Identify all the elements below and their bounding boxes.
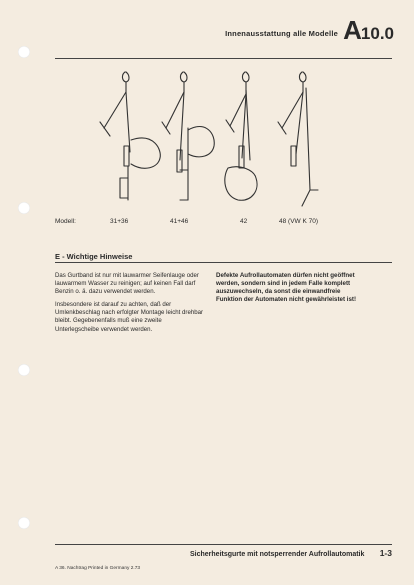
punch-hole [18,364,30,376]
section-title: E - Wichtige Hinweise [55,252,133,261]
belt-assembly-41-46 [162,72,214,200]
belt-assembly-48 [278,72,318,206]
header-rule [55,58,392,59]
model-label-31-36: 31+36 [110,218,129,225]
belt-assembly-42 [225,72,257,200]
punch-hole [18,202,30,214]
section-code-number: 10.0 [360,24,394,43]
model-label-48: 48 (VW K 70) [279,218,319,225]
note-paragraph: Das Gurtband ist nur mit lauwarmer Seifenlauge oder lauwarmem Wasser zu reinigen; auf keinen Fall darf Benzin o. ä. dazu verwendet werden. [55,272,199,296]
footer-rule [55,544,392,545]
section-rule [55,262,392,263]
print-note: A 36. Nachtrag Printed in Germany 2.73 [55,566,141,571]
page-header [0,14,414,46]
model-row-label: Modell: [55,218,76,225]
section-code [343,17,394,47]
page-number: 1-3 [379,548,392,558]
model-label-41-46: 41+46 [170,218,189,225]
seatbelt-mounting-illustration [70,60,340,210]
belt-assembly-31-36 [100,72,160,200]
notes-left-column [55,272,205,339]
model-labels-row [55,218,355,230]
note-paragraph: Insbesondere ist darauf zu achten, daß der Umlenkbeschlag nach erfolgter Montage leicht drehbar bleibt. Gegebenenfalls muß eine zweite Unterlegscheibe verwendet werden. [55,301,204,333]
model-label-42: 42 [240,218,248,225]
footer-title: Sicherheitsgurte mit notsperrender Aufrollautomatik [190,551,365,558]
warning-paragraph: Defekte Aufrollautomaten dürfen nicht geöffnet werden, sondern sind in jedem Falle komplett auszuwechseln, da sonst die einwandfreie Funktion der Automaten nicht gewährleistet ist! [216,272,357,304]
punch-hole [18,46,30,58]
notes-right-column [216,272,362,309]
punch-hole [18,517,30,529]
header-title: Innenausstattung alle Modelle [225,29,338,38]
section-code-letter: A [343,15,361,45]
